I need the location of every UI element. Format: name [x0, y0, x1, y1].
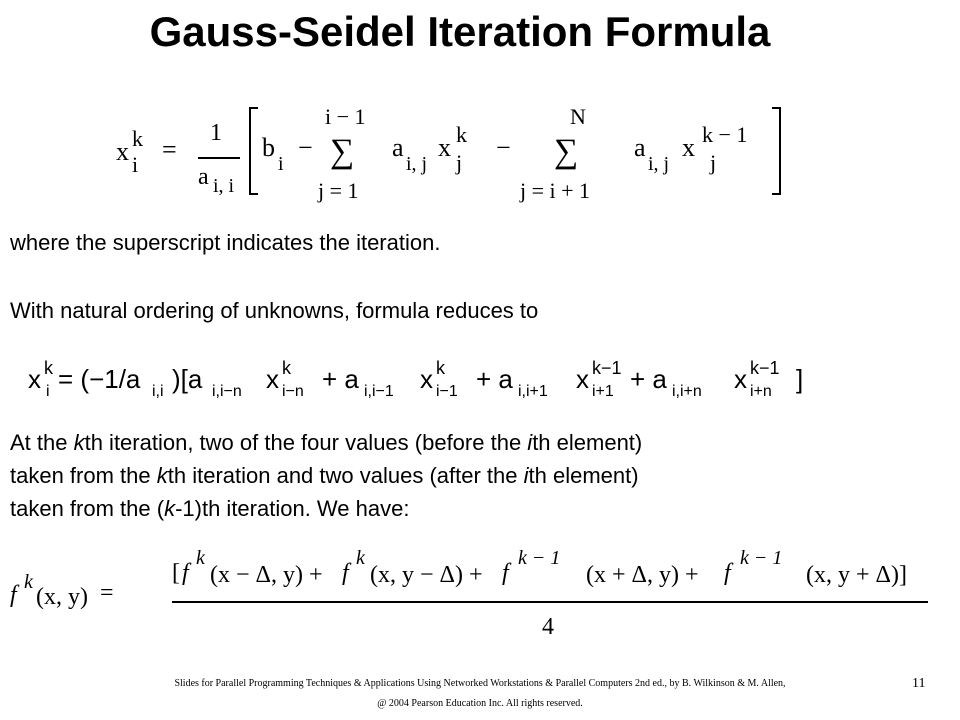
svg-text:i, j: i, j — [406, 153, 428, 175]
svg-text:f: f — [10, 582, 17, 608]
svg-text:i: i — [46, 383, 50, 400]
svg-text:k−1: k−1 — [592, 358, 622, 378]
svg-text:i,i−1: i,i−1 — [364, 383, 394, 400]
svg-text:k: k — [196, 547, 205, 569]
svg-text:f: f — [182, 560, 189, 586]
svg-text:=: = — [100, 580, 114, 606]
iteration-explanation — [10, 426, 910, 525]
svg-text:]: ] — [796, 364, 804, 394]
svg-text:+ a: + a — [630, 364, 667, 394]
svg-text:j = i + 1: j = i + 1 — [520, 178, 591, 203]
svg-text:k: k — [44, 358, 53, 378]
svg-text:k − 1: k − 1 — [518, 547, 561, 569]
svg-text:x: x — [734, 364, 747, 394]
svg-text:i, j: i, j — [648, 153, 670, 175]
svg-text:i: i — [278, 153, 284, 175]
svg-text:i−n: i−n — [282, 383, 304, 400]
svg-text:−: − — [496, 133, 511, 162]
svg-text:i,i: i,i — [152, 383, 164, 400]
svg-text:j: j — [710, 150, 717, 175]
svg-text:f: f — [342, 560, 349, 586]
svg-text:i−1: i−1 — [436, 383, 458, 400]
svg-text:x: x — [116, 137, 129, 166]
svg-text:a: a — [392, 133, 404, 162]
averaging-formula — [10, 536, 950, 646]
svg-text:k: k — [24, 571, 33, 593]
svg-text:i,i+n: i,i+n — [672, 383, 702, 400]
svg-text:i − 1: i − 1 — [325, 104, 366, 129]
svg-text:i, i: i, i — [213, 175, 235, 197]
svg-text:(x + Δ, y) +: (x + Δ, y) + — [586, 562, 699, 588]
explanation-line-2: taken from the kth iteration and two values (after the ith element) — [10, 463, 639, 488]
explanation-line-1: At the kth iteration, two of the four values (before the ith element) — [10, 430, 643, 455]
svg-text:1: 1 — [210, 120, 222, 146]
footer-copyright: @ 2004 Pearson Education Inc. All rights reserved. — [377, 698, 583, 709]
natural-ordering-note: With natural ordering of unknowns, formula reduces to — [10, 298, 539, 323]
slide-title: Gauss-Seidel Iteration Formula — [149, 8, 771, 55]
svg-text:k: k — [132, 126, 143, 151]
svg-text:f: f — [502, 560, 509, 586]
svg-text:−: − — [298, 133, 313, 162]
svg-text:x: x — [682, 133, 695, 162]
svg-text:a: a — [634, 133, 646, 162]
svg-text:[: [ — [172, 560, 180, 586]
svg-text:(x, y + Δ)]: (x, y + Δ)] — [806, 562, 907, 588]
svg-text:k: k — [356, 547, 365, 569]
svg-text:f: f — [724, 560, 731, 586]
footer-credit: Slides for Parallel Programming Techniques & Applications Using Networked Workstations & Parallel Computers 2nd ed., by B. Wilkinson & M. Allen, — [174, 678, 786, 689]
superscript-note: where the superscript indicates the iteration. — [10, 230, 441, 255]
svg-text:(x − Δ, y) +: (x − Δ, y) + — [210, 562, 323, 588]
svg-text:x: x — [576, 364, 589, 394]
svg-text:+ a: + a — [322, 364, 359, 394]
svg-text:N: N — [570, 104, 586, 129]
svg-text:i,i+1: i,i+1 — [518, 383, 548, 400]
svg-text:x: x — [28, 364, 41, 394]
svg-text:k−1: k−1 — [750, 358, 780, 378]
svg-text:a: a — [198, 164, 209, 190]
svg-text:k: k — [456, 122, 467, 147]
svg-text:(x, y − Δ) +: (x, y − Δ) + — [370, 562, 483, 588]
natural-ordering-formula — [10, 352, 940, 414]
svg-text:j: j — [456, 150, 463, 175]
svg-text:i+n: i+n — [750, 383, 772, 400]
svg-text:i+1: i+1 — [592, 383, 614, 400]
svg-text:∑: ∑ — [330, 133, 355, 170]
svg-text:k − 1: k − 1 — [702, 122, 748, 147]
svg-text:i: i — [132, 152, 139, 177]
svg-text:=: = — [162, 135, 177, 164]
svg-text:i,i−n: i,i−n — [212, 383, 242, 400]
svg-text:(x, y): (x, y) — [36, 584, 88, 610]
svg-text:x: x — [420, 364, 433, 394]
svg-text:k: k — [282, 358, 291, 378]
svg-text:j = 1: j = 1 — [318, 178, 359, 203]
page-number: 11 — [912, 676, 926, 691]
explanation-line-3: taken from the (k-1)th iteration. We have: — [10, 496, 410, 521]
svg-text:b: b — [262, 133, 275, 162]
svg-text:k: k — [436, 358, 445, 378]
svg-text:= (−1/a: = (−1/a — [58, 364, 141, 394]
svg-text:x: x — [266, 364, 279, 394]
svg-text:x: x — [438, 133, 451, 162]
svg-text:)[a: )[a — [172, 364, 203, 394]
svg-text:k − 1: k − 1 — [740, 547, 783, 569]
gauss-seidel-formula — [110, 94, 810, 214]
svg-text:4: 4 — [542, 614, 554, 640]
svg-text:+ a: + a — [476, 364, 513, 394]
svg-text:∑: ∑ — [554, 133, 579, 170]
